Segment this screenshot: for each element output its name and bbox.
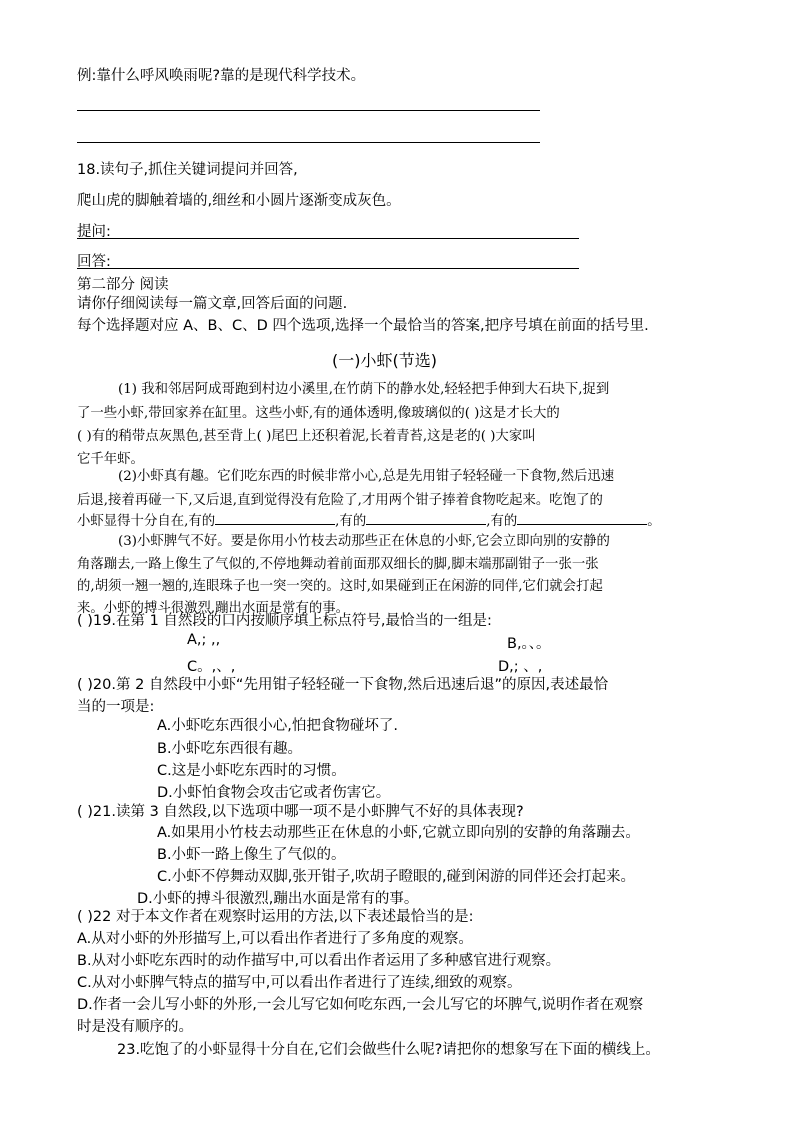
q20-stem: ( )20.第 2 自然段中小虾“先用钳子轻轻碰一下食物,然后迅速后退”的原因,表述最恰 bbox=[77, 677, 609, 693]
answer-line[interactable] bbox=[77, 110, 540, 111]
part2-instruction: 每个选择题对应 A、B、C、D 四个选项,选择一个最恰当的答案,把序号填在前面的括号里. bbox=[77, 318, 649, 334]
q19-option-b[interactable]: B,。、。 bbox=[507, 636, 551, 652]
q20-option-b[interactable]: B.小虾吃东西很有趣。 bbox=[157, 741, 303, 757]
passage-line: 来。小虾的搏斗很激烈,蹦出水面是常有的事。 bbox=[77, 601, 350, 616]
fill-blank[interactable] bbox=[215, 524, 335, 525]
passage-text: ,有的 bbox=[335, 514, 367, 529]
q18-prompt: 18.读句子,抓住关键词提问并回答, bbox=[77, 162, 298, 178]
q20-option-d[interactable]: D.小虾怕食物会攻击它或者伤害它。 bbox=[157, 785, 391, 801]
q21-stem: ( )21.读第 3 自然段,以下选项中哪一项不是小虾脾气不好的具体表现? bbox=[77, 804, 524, 820]
q18-answer-line[interactable] bbox=[77, 268, 579, 269]
q19-option-d[interactable]: D,; 、, bbox=[498, 659, 543, 675]
passage-fill-line bbox=[77, 510, 661, 529]
q18-answer-label: 回答: bbox=[77, 254, 111, 270]
fill-blank[interactable] bbox=[366, 524, 486, 525]
passage-line: 的,胡须一翘一翘的,连眼珠子也一突一突的。这时,如果碰到正在闲游的同伴,它们就会打起 bbox=[77, 579, 603, 594]
passage-text: ,有的 bbox=[486, 514, 518, 529]
q22-option-b[interactable]: B.从对小虾吃东西时的动作描写中,可以看出作者运用了多种感官进行观察。 bbox=[77, 953, 561, 969]
q19-option-c[interactable]: C。,、, bbox=[187, 659, 236, 675]
q22-option-a[interactable]: A.从对小虾的外形描写上,可以看出作者进行了多角度的观察。 bbox=[77, 931, 473, 947]
q21-option-d[interactable]: D.小虾的搏斗很激烈,蹦出水面是常有的事。 bbox=[137, 891, 419, 907]
passage-line: 了一些小虾,带回家养在缸里。这些小虾,有的通体透明,像玻璃似的( )这是才长大的 bbox=[77, 406, 560, 421]
q19-option-a[interactable]: A,; ,, bbox=[187, 632, 221, 648]
q20-option-c[interactable]: C.这是小虾吃东西时的习惯。 bbox=[157, 763, 346, 779]
passage-title: (一)小虾(节选) bbox=[332, 351, 437, 370]
q21-option-a[interactable]: A.如果用小竹枝去动那些正在休息的小虾,它就立即向别的安静的角落蹦去。 bbox=[157, 825, 640, 841]
passage-line: (2)小虾真有趣。它们吃东西的时候非常小心,总是先用钳子轻轻碰一下食物,然后迅速 bbox=[118, 469, 615, 484]
passage-line: 它千年虾。 bbox=[77, 452, 144, 467]
q21-option-c[interactable]: C.小虾不停舞动双脚,张开钳子,吹胡子瞪眼的,碰到闲游的同伴还会打起来。 bbox=[157, 869, 636, 885]
q22-option-c[interactable]: C.从对小虾脾气特点的描写中,可以看出作者进行了连续,细致的观察。 bbox=[77, 975, 522, 991]
q20-stem: 当的一项是: bbox=[77, 699, 155, 715]
q19-stem: ( )19.在第 1 自然段的口内按顺序填上标点符号,最恰当的一组是: bbox=[77, 613, 492, 629]
q21-option-b[interactable]: B.小虾一路上像生了气似的。 bbox=[157, 847, 346, 863]
q18-sentence: 爬山虎的脚触着墙的,细丝和小圆片逐渐变成灰色。 bbox=[77, 193, 401, 209]
example-sentence: 例:靠什么呼风唤雨呢?靠的是现代科学技术。 bbox=[77, 68, 366, 84]
part2-instruction: 请你仔细阅读每一篇文章,回答后面的问题. bbox=[77, 296, 348, 312]
q18-ask-label: 提问: bbox=[77, 224, 111, 240]
passage-line: 后退,接着再碰一下,又后退,直到觉得没有危险了,才用两个钳子捧着食物吃起来。吃饱了的 bbox=[77, 493, 603, 508]
passage-line: ( )有的稍带点灰黑色,甚至背上( )尾巴上还积着泥,长着青苔,这是老的( )大家叫 bbox=[77, 429, 536, 444]
q22-option-d[interactable]: D.作者一会儿写小虾的外形,一会儿写它如何吃东西,一会儿写它的坏脾气,说明作者在观察 bbox=[77, 997, 644, 1013]
q18-ask-line[interactable] bbox=[77, 238, 579, 239]
answer-line[interactable] bbox=[77, 142, 540, 143]
q22-stem: ( )22 对于本文作者在观察时运用的方法,以下表述最恰当的是: bbox=[77, 909, 474, 925]
passage-line: 角落蹦去,一路上像生了气似的,不停地舞动着前面那双细长的脚,脚末端那副钳子一张一张 bbox=[77, 557, 599, 572]
q22-option-d-cont: 时是没有顺序的。 bbox=[77, 1019, 193, 1035]
passage-line: (1) 我和邻居阿成哥跑到村边小溪里,在竹荫下的静水处,轻轻把手伸到大石块下,捉到 bbox=[118, 382, 610, 397]
part2-heading: 第二部分 阅读 bbox=[77, 277, 169, 293]
q23-stem: 23.吃饱了的小虾显得十分自在,它们会做些什么呢?请把你的想象写在下面的横线上。 bbox=[117, 1042, 660, 1058]
passage-text: 。 bbox=[647, 514, 661, 529]
passage-line: (3)小虾脾气不好。要是你用小竹枝去动那些正在休息的小虾,它会立即向别的安静的 bbox=[118, 534, 610, 549]
passage-text: 小虾显得十分自在,有的 bbox=[77, 514, 216, 529]
fill-blank[interactable] bbox=[517, 524, 647, 525]
q20-option-a[interactable]: A.小虾吃东西很小心,怕把食物碰坏了. bbox=[157, 718, 398, 734]
